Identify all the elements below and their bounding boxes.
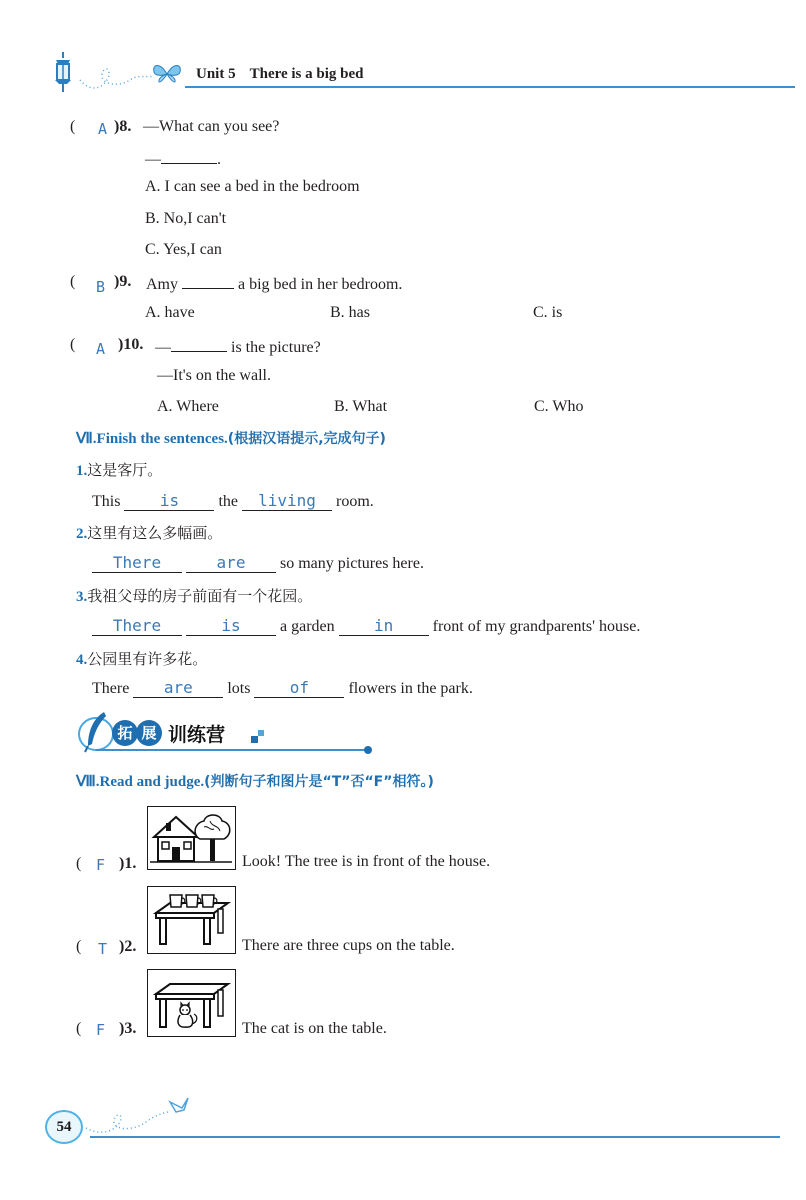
- answer-paren: (: [76, 855, 82, 872]
- option-a: A. Where: [157, 398, 219, 415]
- question-part-b: a big bed in her bedroom.: [238, 276, 403, 293]
- question-part-a: Amy: [146, 276, 178, 293]
- section-7-heading: [76, 428, 386, 448]
- option-b: B. What: [334, 398, 388, 415]
- reply-dash: —: [145, 151, 161, 168]
- answer-paren: (: [70, 118, 76, 135]
- answer-paren: (: [70, 273, 76, 290]
- question-blank: [171, 336, 227, 352]
- given-word: lots: [227, 680, 251, 697]
- sentence-answer-line: [92, 491, 374, 511]
- picture-frame: [147, 806, 236, 870]
- sentence-prompt: [76, 648, 207, 669]
- picture-frame: [147, 886, 236, 954]
- sentence-prompt: [76, 459, 162, 480]
- answer-mark: A: [98, 120, 108, 138]
- section-number: Ⅷ.: [76, 774, 100, 790]
- answer-blank: There: [92, 553, 182, 573]
- given-word: This: [92, 493, 121, 510]
- section-instruction: (根据汉语提示,完成句子): [227, 431, 386, 447]
- question-number: )1.: [119, 855, 137, 872]
- chinese-prompt: 这里有这么多幅画。: [87, 524, 223, 542]
- page-number: 54: [45, 1110, 83, 1144]
- answer-blank: of: [254, 678, 344, 698]
- sentence-prompt: [76, 522, 222, 543]
- given-word: front of my grandparents' house.: [432, 618, 641, 635]
- given-word: so many pictures here.: [280, 555, 424, 572]
- answer-blank: living: [242, 491, 332, 511]
- answer-blank: are: [186, 553, 276, 573]
- extension-banner: [76, 716, 376, 756]
- dotted-swirl-icon: [78, 62, 158, 92]
- answer-paren: (: [76, 1020, 82, 1037]
- sentence-answer-line: [92, 553, 424, 573]
- chinese-prompt: 公园里有许多花。: [87, 650, 208, 668]
- section-title: Read and judge.: [99, 774, 205, 790]
- item-number: 1.: [76, 463, 88, 479]
- sentence-answer-line: [92, 616, 640, 636]
- unit-title: There is a big bed: [249, 66, 364, 82]
- answer-blank: in: [339, 616, 429, 636]
- answer-blank: are: [133, 678, 223, 698]
- option-b: B. No,I can't: [145, 210, 227, 227]
- house-tree-icon: [148, 807, 234, 868]
- banner-badge-2: 展: [136, 720, 162, 746]
- reply-blank: [161, 148, 217, 164]
- question-number: )10.: [118, 336, 144, 353]
- footer-rule: [90, 1136, 780, 1138]
- section-number: Ⅶ.: [76, 431, 97, 447]
- section-8-heading: [76, 771, 434, 791]
- banner-square: [258, 730, 264, 736]
- unit-label: [196, 66, 364, 83]
- unit-number: Unit 5: [196, 66, 236, 82]
- option-b: B. has: [330, 304, 370, 321]
- item-number: 2.: [76, 526, 88, 542]
- lantern-icon: [48, 50, 78, 94]
- reply-period: .: [217, 151, 221, 168]
- option-c: C. is: [533, 304, 563, 321]
- dotted-bird-icon: [84, 1092, 194, 1138]
- answer-mark: A: [96, 340, 106, 358]
- sentence-prompt: [76, 585, 312, 606]
- given-word: There: [92, 680, 130, 697]
- banner-rule: [96, 749, 368, 751]
- chinese-prompt: 这是客厅。: [87, 461, 163, 479]
- cat-under-table-icon: [148, 970, 234, 1035]
- sentence-answer-line: [92, 678, 473, 698]
- question-dash: —: [155, 339, 171, 356]
- judge-sentence: There are three cups on the table.: [242, 937, 455, 954]
- question-text: [146, 273, 402, 294]
- option-a: A. have: [145, 304, 195, 321]
- question-number: )8.: [114, 118, 132, 135]
- banner-badge-1: 拓: [112, 720, 138, 746]
- chinese-prompt: 我祖父母的房子前面有一个花园。: [87, 587, 313, 605]
- item-number: 3.: [76, 589, 88, 605]
- answer-mark: F: [96, 856, 106, 874]
- answer-blank: is: [186, 616, 276, 636]
- item-number: 4.: [76, 652, 88, 668]
- option-c: C. Yes,I can: [145, 241, 222, 258]
- section-title: Finish the sentences.: [96, 431, 228, 447]
- option-c: C. Who: [534, 398, 584, 415]
- answer-mark: T: [98, 940, 108, 958]
- header-rule: [185, 86, 795, 88]
- answer-mark: B: [96, 278, 106, 296]
- reply-text: —It's on the wall.: [157, 367, 271, 384]
- section-instruction: (判断句子和图片是“T”否“F”相符。): [204, 774, 434, 790]
- cups-table-icon: [148, 887, 234, 952]
- banner-rule-dot: [364, 746, 372, 754]
- judge-sentence: The cat is on the table.: [242, 1020, 387, 1037]
- question-text: [155, 336, 321, 357]
- banner-square: [251, 736, 258, 743]
- given-word: the: [218, 493, 238, 510]
- question-part-b: is the picture?: [231, 339, 321, 356]
- given-word: flowers in the park.: [348, 680, 473, 697]
- judge-sentence: Look! The tree is in front of the house.: [242, 853, 491, 870]
- picture-frame: [147, 969, 236, 1037]
- question-text: —What can you see?: [143, 118, 280, 135]
- option-a: A. I can see a bed in the bedroom: [145, 178, 360, 195]
- banner-label: 训练营: [168, 724, 226, 746]
- given-word: room.: [336, 493, 374, 510]
- question-number: )9.: [114, 273, 132, 290]
- butterfly-icon: [150, 60, 184, 88]
- reply-line: [145, 148, 221, 169]
- answer-paren: (: [70, 336, 76, 353]
- answer-blank: There: [92, 616, 182, 636]
- question-blank: [182, 273, 234, 289]
- question-number: )3.: [119, 1020, 137, 1037]
- answer-paren: (: [76, 938, 82, 955]
- given-word: a garden: [280, 618, 335, 635]
- answer-mark: F: [96, 1021, 106, 1039]
- question-number: )2.: [119, 938, 137, 955]
- answer-blank: is: [124, 491, 214, 511]
